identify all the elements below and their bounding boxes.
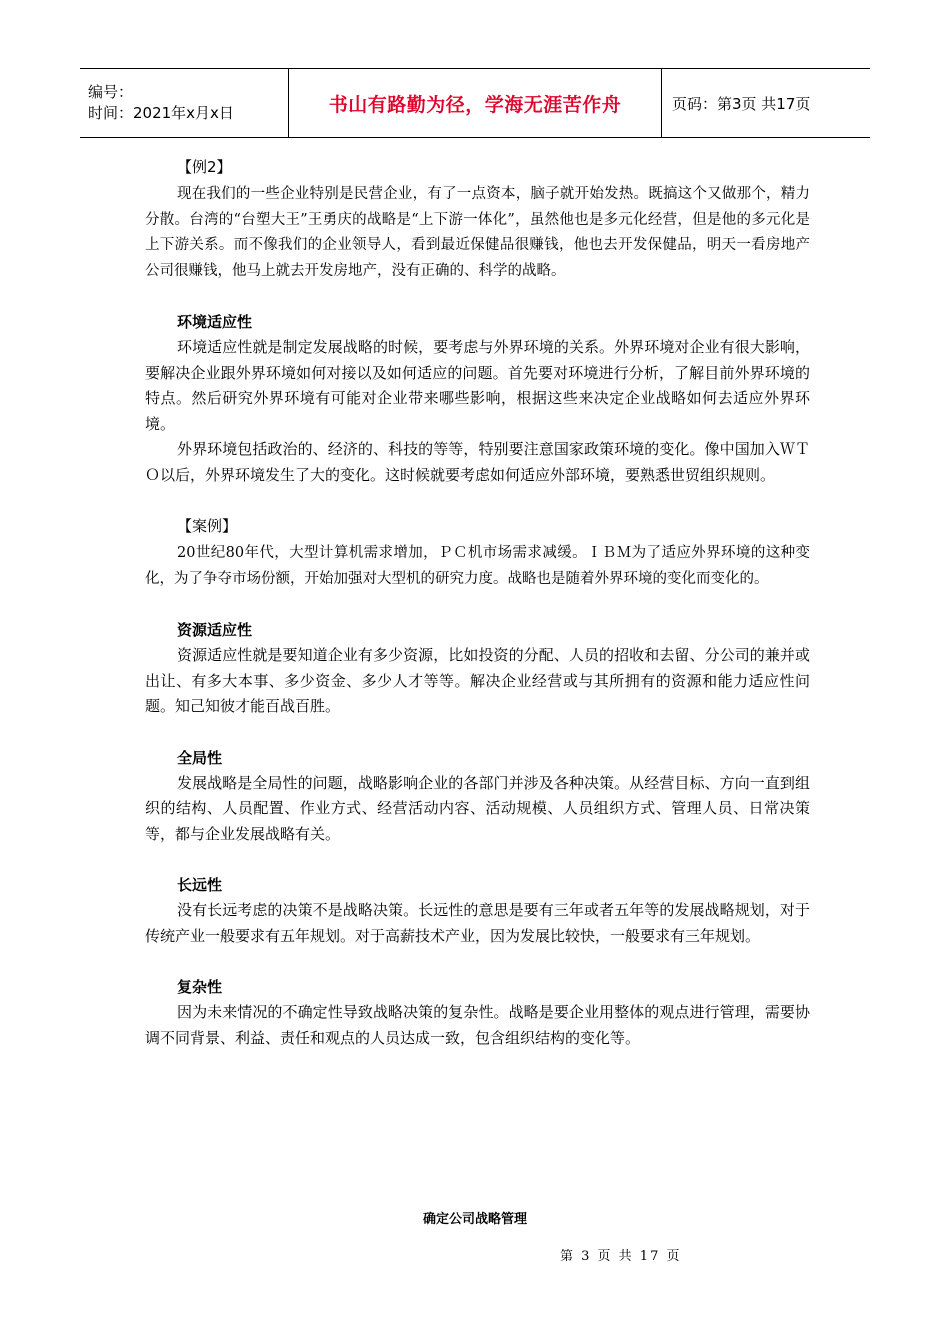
section-heading-resource: 资源适应性	[177, 621, 253, 639]
case-tag: 【案例】	[177, 517, 238, 535]
header-page-info: 页码：第3页 共17页	[672, 94, 811, 113]
environment-paragraph-1: 环境适应性就是制定发展战略的时候，要考虑与外界环境的关系。外界环境对企业有很大影响，要解决企业跟外界环境如何对接以及如何适应的问题。首先要对环境进行分析，了解目前外界环境的特点。然后研究外界环境有可能对企业带来哪些影响，根据这些来决定企业战略如何去适应外界环境。	[145, 338, 810, 433]
footer-title: 确定公司战略管理	[422, 1212, 527, 1227]
section-heading-environment: 环境适应性	[177, 313, 253, 331]
section-heading-overall: 全局性	[177, 748, 223, 767]
resource-paragraph: 资源适应性就是要知道企业有多少资源，比如投资的分配、人员的招收和去留、分公司的兼并或出让、有多大本事、多少资金、多少人才等等。解决企业经营或与其所拥有的资源和能力适应性问题。知己知彼才能百战百胜。	[145, 646, 810, 715]
case-paragraph: 20世纪80年代，大型计算机需求增加，ＰＣ机市场需求减缓。ＩＢＭ为了适应外界环境的这种变化，为了争夺市场份额，开始加强对大型机的研究力度。战略也是随着外界环境的变化而变化的。	[145, 545, 810, 587]
doc-number-label: 编号：	[88, 83, 134, 101]
complexity-paragraph: 因为未来情况的不确定性导致战略决策的复杂性。战略是要企业用整体的观点进行管理，需要协调不同背景、利益、责任和观点的人员达成一致，包含组织结构的变化等。	[145, 1003, 810, 1047]
doc-time-label: 时间：2021年x月x日	[88, 104, 234, 122]
header-meta	[80, 69, 289, 137]
section-heading-complexity: 复杂性	[177, 978, 223, 996]
section-heading-longterm: 长远性	[177, 876, 223, 894]
example-paragraph: 现在我们的一些企业特别是民营企业，有了一点资本，脑子就开始发热。既搞这个又做那个，精力分散。台湾的“台塑大王”王勇庆的战略是“上下游一体化”，虽然他也是多元化经营，但是他的多元化是上下游关系。而不像我们的企业领导人，看到最近保健品很赚钱，他也去开发保健品，明天一看房地产公司很赚钱，他马上就去开发房地产，没有正确的、科学的战略。	[145, 186, 810, 279]
footer-page-number: 第 3 页 共 17 页	[560, 1249, 682, 1264]
overall-paragraph: 发展战略是全局性的问题，战略影响企业的各部门并涉及各种决策。从经营目标、方向一直到组织的结构、人员配置、作业方式、经营活动内容、活动规模、人员组织方式、管理人员、日常决策等，都与企业发展战略有关。	[145, 773, 810, 843]
header-motto: 书山有路勤为径，学海无涯苦作舟	[289, 69, 662, 137]
longterm-paragraph: 没有长远考虑的决策不是战略决策。长远性的意思是要有三年或者五年等的发展战略规划，对于传统产业一般要求有五年规划。对于高薪技术产业，因为发展比较快，一般要求有三年规划。	[145, 901, 810, 945]
example-tag: 【例2】	[177, 158, 232, 176]
environment-paragraph-2: 外界环境包括政治的、经济的、科技的等等，特别要注意国家政策环境的变化。像中国加入ＷＴＯ以后，外界环境发生了大的变化。这时候就要考虑如何适应外部环境，要熟悉世贸组织规则。	[145, 440, 810, 484]
page-header	[80, 68, 870, 138]
document-body	[145, 156, 810, 1051]
